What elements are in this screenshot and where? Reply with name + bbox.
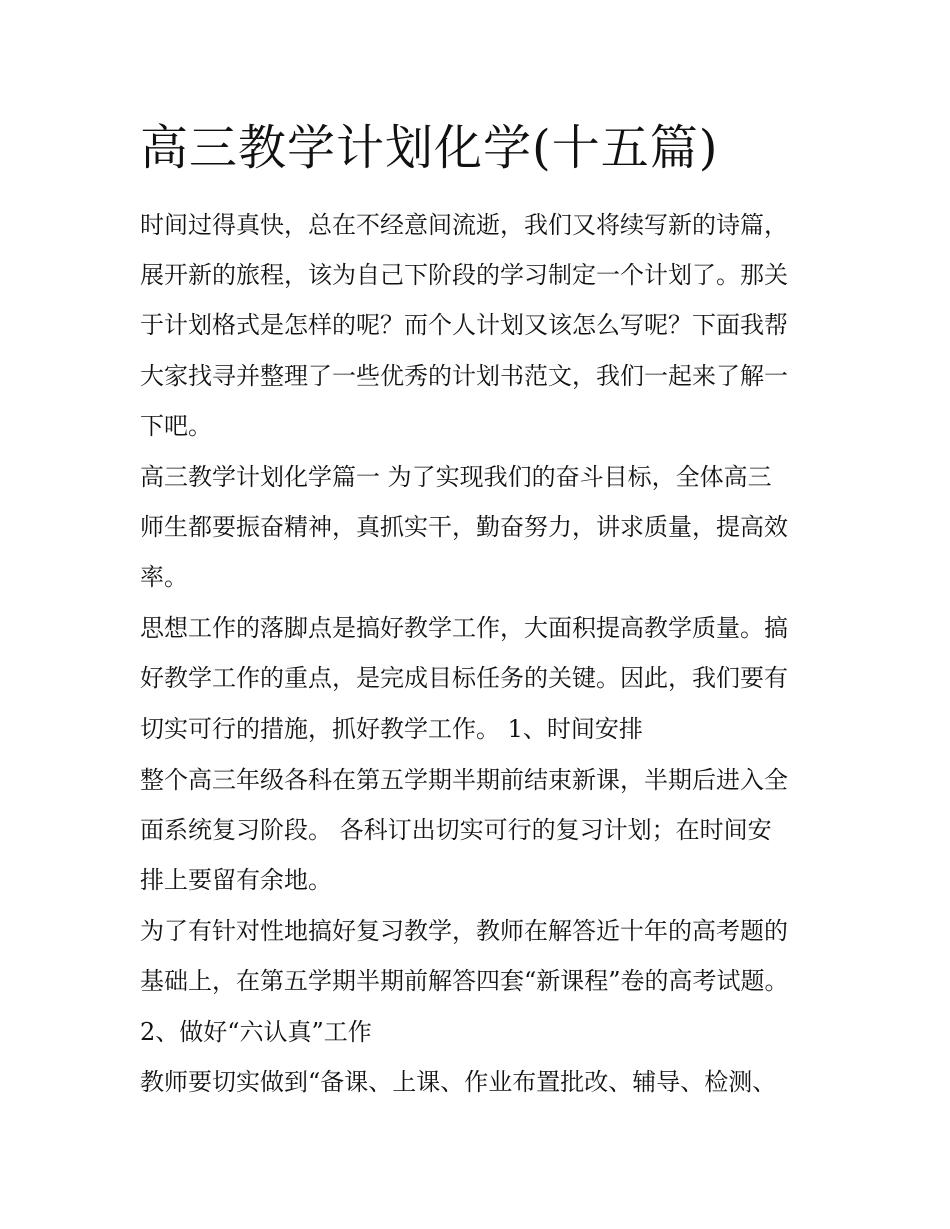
- text-line: 展开新的旅程，该为自己下阶段的学习制定一个计划了。那关: [140, 261, 788, 289]
- text-line: 思想工作的落脚点是搞好教学工作，大面积提高教学质量。搞: [140, 614, 788, 642]
- text-line: 切实可行的措施，抓好教学工作。 1、时间安排: [140, 715, 643, 743]
- text-line: 2、做好“六认真”工作: [140, 1018, 372, 1046]
- text-line: 整个高三年级各科在第五学期半期前结束新课，半期后进入全: [140, 766, 788, 794]
- text-line: 教师要切实做到“备课、上课、作业布置批改、辅导、检测、: [140, 1068, 777, 1096]
- text-line: 排上要留有余地。: [140, 866, 332, 894]
- text-line: 好教学工作的重点，是完成目标任务的关键。因此，我们要有: [140, 664, 788, 692]
- text-line: 为了有针对性地搞好复习教学，教师在解答近十年的高考题的: [140, 917, 788, 945]
- text-line: 率。: [140, 563, 188, 591]
- text-line: 于计划格式是怎样的呢？而个人计划又该怎么写呢？下面我帮: [140, 311, 788, 339]
- text-line: 高三教学计划化学篇一 为了实现我们的奋斗目标，全体高三: [140, 463, 772, 491]
- text-line: 师生都要振奋精神，真抓实干，勤奋努力，讲求质量，提高效: [140, 513, 788, 541]
- text-line: 时间过得真快，总在不经意间流逝，我们又将续写新的诗篇，: [140, 211, 788, 239]
- text-line: 大家找寻并整理了一些优秀的计划书范文，我们一起来了解一: [140, 362, 788, 390]
- text-line: 下吧。: [140, 412, 212, 440]
- text-line: 面系统复习阶段。 各科订出切实可行的复习计划；在时间安: [140, 816, 772, 844]
- text-line: 基础上，在第五学期半期前解答四套“新课程”卷的高考试题。: [140, 967, 789, 995]
- document-title: 高三教学计划化学(十五篇): [140, 120, 719, 176]
